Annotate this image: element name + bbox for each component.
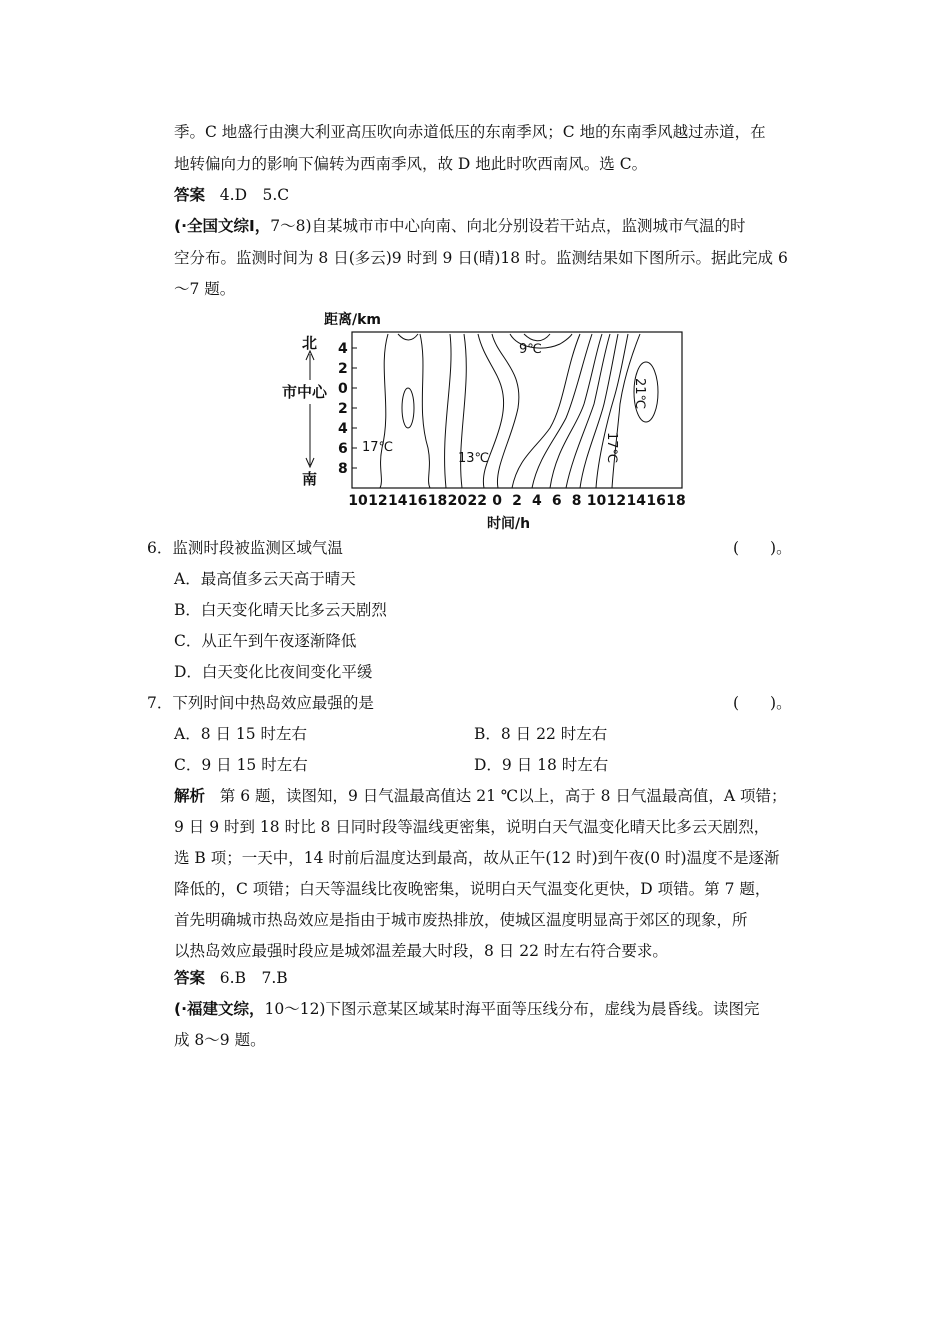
isotherm-label-17-left: 17℃: [362, 440, 394, 455]
q7-option-d: D．9 日 18 时左右: [474, 756, 609, 774]
x-axis-title: 时间/h: [487, 516, 531, 532]
answer-4-5: [174, 185, 289, 205]
q7-answer-paren: ( )。: [733, 694, 792, 712]
x-tick-label: 6: [551, 493, 562, 509]
x-tick-label: 16: [646, 493, 666, 509]
intro-6-7-line: ～7 题。: [174, 280, 236, 298]
q7-option-b: B．8 日 22 时左右: [474, 725, 608, 743]
analysis-line: 降低的，C 项错；白天等温线比夜晚密集，说明白天气温变化更快，D 项错。第 7 题，: [174, 880, 771, 898]
y-tick-label: 6: [338, 441, 348, 457]
y-axis-title: 距离/km: [324, 312, 382, 328]
isotherm-label-17-right: 17℃: [604, 432, 619, 464]
y-ticks: [338, 341, 357, 477]
x-tick-label: 2: [512, 493, 522, 509]
analysis-label: 解析: [174, 787, 206, 805]
q6-option-d: D．白天变化比夜间变化平缓: [174, 663, 373, 681]
q7-option-a: A．8 日 15 时左右: [174, 725, 308, 743]
intro-text: 10～12)下图示意某区域某时海平面等压线分布，虚线为晨昏线。读图完: [264, 1000, 760, 1018]
explanation-line: 地转偏向力的影响下偏转为西南季风，故 D 地此时吹西南风。选 C。: [174, 155, 648, 173]
q6-answer-paren: ( )。: [733, 539, 792, 557]
analysis-text: 第 6 题，读图知，9 日气温最高值达 21 ℃以上，高于 8 日气温最高值，A 项错；: [219, 787, 787, 805]
answer-label: 答案: [174, 186, 206, 204]
x-tick-label: 20: [447, 493, 468, 509]
q6-option-c: C．从正午到午夜逐渐降低: [174, 632, 357, 650]
y-tick-label: 4: [338, 341, 348, 357]
answer-value: 4.D 5.C: [219, 186, 290, 204]
intro-8-9-line: [174, 999, 759, 1019]
answer-value: 6.B 7.B: [219, 969, 288, 987]
isotherm-chart: [280, 308, 700, 533]
isotherm-label-9: 9℃: [519, 342, 542, 357]
analysis-line: 以热岛效应最强时段应是城郊温差最大时段，8 日 22 时左右符合要求。: [174, 942, 668, 960]
y-tick-label: 0: [338, 381, 348, 397]
x-ticks: [348, 493, 685, 509]
x-tick-label: 12: [606, 493, 627, 509]
x-tick-label: 14: [626, 493, 646, 509]
q6-option-b: B．白天变化晴天比多云天剧烈: [174, 601, 387, 619]
explanation-line: 季。C 地盛行由澳大利亚高压吹向赤道低压的东南季风；C 地的东南季风越过赤道，在: [174, 123, 766, 141]
intro-6-7-line: [174, 216, 746, 236]
x-tick-label: 0: [492, 493, 502, 509]
intro-8-9-line: 成 8～9 题。: [174, 1031, 266, 1049]
analysis-line: 9 日 9 时到 18 时比 8 日同时段等温线更密集，说明白天气温变化晴天比多云天剧烈，: [174, 818, 770, 836]
x-tick-label: 18: [666, 493, 686, 509]
q7-option-c: C．9 日 15 时左右: [174, 756, 308, 774]
isotherm-label-13: 13℃: [458, 451, 490, 466]
y-tick-label: 4: [338, 421, 348, 437]
intro-6-7-line: 空分布。监测时间为 8 日(多云)9 时到 9 日(晴)18 时。监测结果如下图所示。据此完成 6: [174, 249, 788, 267]
isotherm-label-21: 21℃: [632, 378, 647, 410]
north-label: 北: [302, 334, 318, 352]
analysis-line: [174, 786, 787, 806]
q6-stem: 6．监测时段被监测区域气温: [147, 539, 343, 557]
source-label: (·全国文综Ⅰ，: [174, 217, 271, 235]
analysis-line: 选 B 项；一天中，14 时前后温度达到最高，故从正午(12 时)到午夜(0 时)温度不是逐渐: [174, 849, 780, 867]
y-tick-label: 2: [338, 361, 348, 377]
y-tick-label: 8: [338, 461, 348, 477]
source-label: (·福建文综，: [174, 1000, 265, 1018]
x-tick-label: 10: [348, 493, 368, 509]
analysis-line: 首先明确城市热岛效应是指由于城市废热排放，使城区温度明显高于郊区的现象，所: [174, 911, 748, 929]
q6-option-a: A．最高值多云天高于晴天: [174, 570, 356, 588]
answer-label: 答案: [174, 969, 206, 987]
answer-6-7: [174, 968, 288, 988]
q7-stem: 7．下列时间中热岛效应最强的是: [147, 694, 374, 712]
x-tick-label: 4: [532, 493, 542, 509]
x-tick-label: 12: [368, 493, 388, 509]
x-tick-label: 16: [407, 493, 428, 509]
x-tick-label: 22: [467, 493, 487, 509]
intro-text: 7～8)自某城市市中心向南、向北分别设若干站点，监测城市气温的时: [270, 217, 746, 235]
x-tick-label: 8: [571, 493, 582, 509]
x-tick-label: 14: [388, 493, 408, 509]
isotherm-lines: [380, 334, 658, 488]
y-tick-label: 2: [338, 401, 348, 417]
center-label: 市中心: [282, 383, 328, 401]
x-tick-label: 18: [427, 493, 448, 509]
x-tick-label: 10: [586, 493, 607, 509]
south-label: 南: [302, 470, 318, 488]
